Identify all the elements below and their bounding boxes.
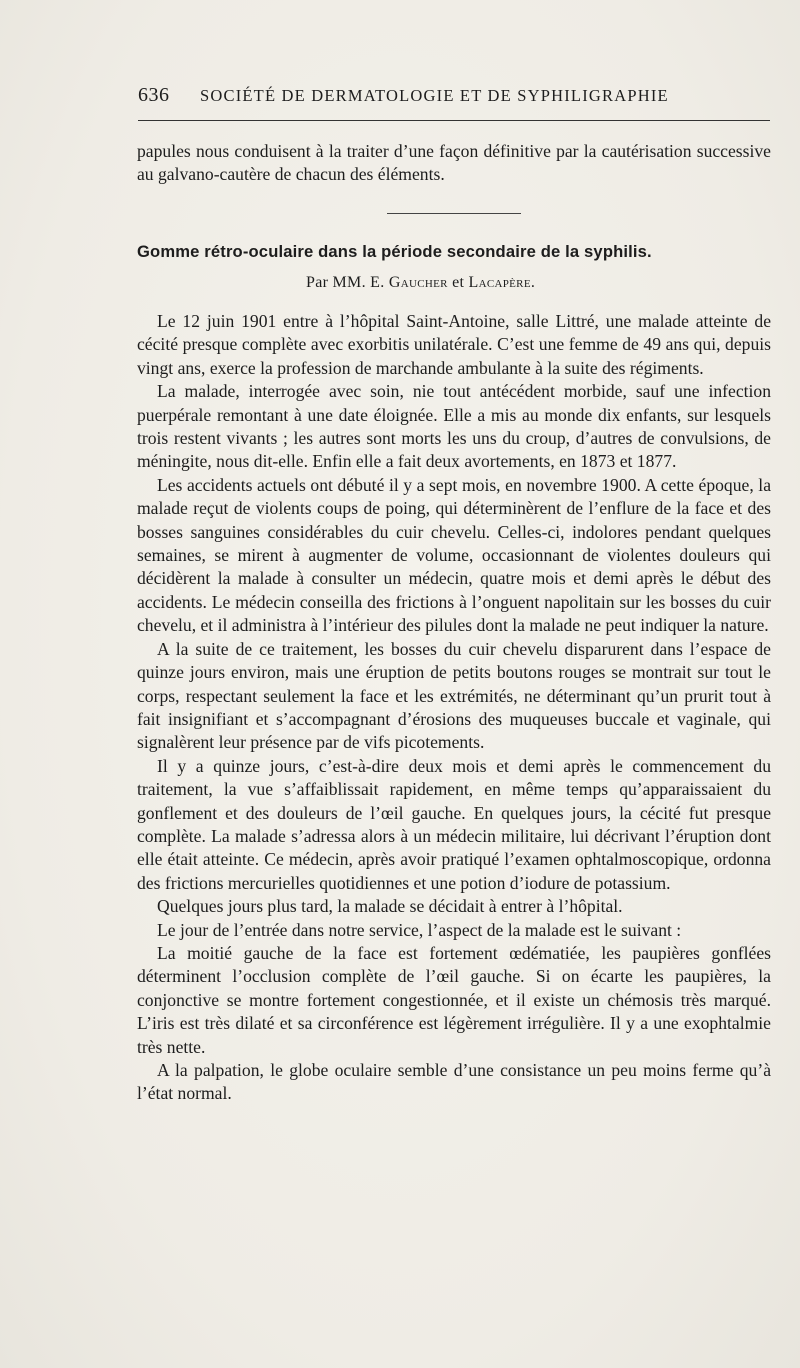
article-body (137, 310, 771, 1106)
paragraph: A la palpation, le globe oculaire semble d’une consistance un peu moins ferme qu’à l’état normal. (137, 1060, 771, 1104)
header-rule (138, 120, 770, 121)
paragraph: Quelques jours plus tard, la malade se décidait à entrer à l’hôpital. (157, 896, 623, 917)
paragraph: A la suite de ce traitement, les bosses du cuir chevelu disparurent dans l’espace de quinze jours environ, mais une éruption de petits boutons rouges se montrait sur tout le corps, respectant seulement la face et les extrémités, ne déterminant qu’un prurit tout à fait insignifiant et s’accompagnant d’érosions des muqueuses buccale et vaginale, qui signalèrent leur présence par de vifs picotements. (137, 638, 771, 753)
paragraph: La moitié gauche de la face est fortement œdématiée, les paupières gonflées déterminent l’occlusion complète de l’œil gauche. Si on écarte les paupières, la conjonctive se montre fortement congestionnée, et il existe un chémosis très marqué. L’iris est très dilaté et sa circonférence est légèrement irrégulière. Il y a une exophtalmie très nette. (137, 942, 771, 1057)
author-name: Gaucher (388, 274, 448, 291)
paragraph: Il y a quinze jours, c’est-à-dire deux mois et demi après le commencement du traitement, la vue s’affaiblissait rapidement, en même temps qu’apparaissaient du gonflement et des douleurs de l’œil gauche. En quelques jours, la cécité fut presque complète. La malade s’adressa alors à un médecin militaire, lui décrivant l’éruption dont elle était atteinte. Ce médecin, après avoir pratiqué l’examen ophtalmoscopique, ordonna des frictions mercurielles quotidiennes et une potion d’iodure de potassium. (137, 755, 771, 893)
paragraph: Le 12 juin 1901 entre à l’hôpital Saint-Antoine, salle Littré, une malade atteinte de cécité presque complète avec exorbitis unilatérale. C’est une femme de 49 ans qui, depuis vingt ans, exerce la profession de marchande ambulante à la suite des régiments. (137, 311, 771, 378)
paragraph: Le jour de l’entrée dans notre service, l’aspect de la malade est le suivant : (157, 919, 682, 940)
page-header (138, 84, 770, 108)
paragraph: papules nous conduisent à la traiter d’une façon définitive par la cautérisation successive au galvano-cautère de chacun des éléments. (137, 141, 771, 185)
page-number: 636 (138, 84, 170, 106)
article-byline (306, 274, 535, 292)
paragraph: Les accidents actuels ont débuté il y a sept mois, en novembre 1900. A cette époque, la malade reçut de violents coups de poing, qui déterminèrent de l’enflure de la face et des bosses sanguines considérables du cuir chevelu. Celles-ci, indolores pendant quelques semaines, se mirent à augmenter de volume, occasionnant de violentes douleurs qui décidèrent la malade à consulter un médecin, quatre mois et demi après le début des accidents. Le médecin conseilla des frictions à l’onguent napolitain sur les bosses du cuir chevelu, et il administra à l’intérieur des pilules dont la malade ne peut indiquer la nature. (137, 474, 771, 636)
continued-paragraph (137, 140, 771, 187)
paragraph: La malade, interrogée avec soin, nie tout antécédent morbide, sauf une infection puerpérale remontant à une date éloignée. Elle a mis au monde dix enfants, sur lesquels trois restent vivants ; les autres sont morts les uns du croup, d’autres de convulsions, de méningite, nous dit-elle. Enfin elle a fait deux avortements, en 1873 et 1877. (137, 381, 771, 472)
byline-prefix: Par MM. E. (306, 274, 385, 291)
author-name: Lacapère. (468, 274, 536, 291)
byline-joiner: et (452, 274, 465, 291)
running-head: SOCIÉTÉ DE DERMATOLOGIE ET DE SYPHILIGRAPHIE (200, 86, 669, 105)
section-divider (387, 213, 521, 214)
article-title: Gomme rétro-oculaire dans la période secondaire de la syphilis. (137, 242, 652, 261)
